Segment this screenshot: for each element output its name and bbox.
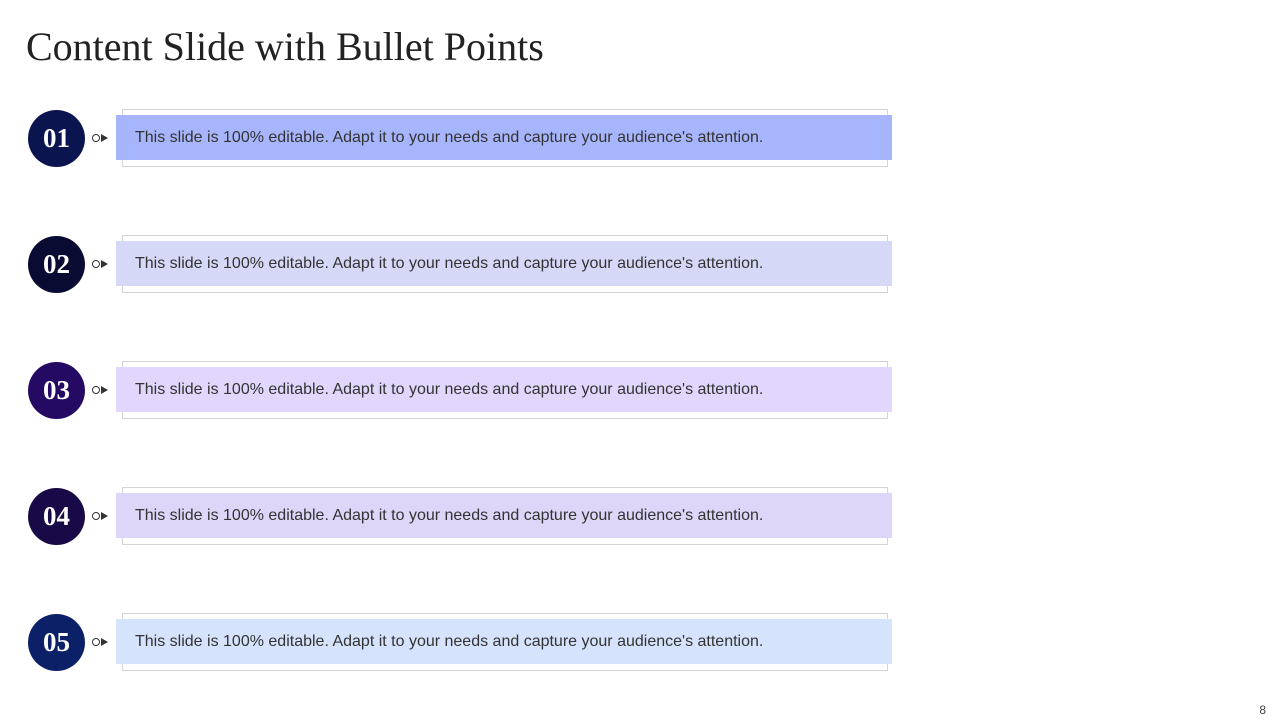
bullet-text-bar [116,241,892,286]
bullet-item-3 [0,361,900,421]
bullet-item-1 [0,109,900,169]
bullet-text: This slide is 100% editable. Adapt it to your needs and capture your audience's attention. [135,381,764,398]
bullet-text-bar [116,619,892,664]
number-badge: 02 [28,236,85,293]
number-badge: 03 [28,362,85,419]
dot-arrow-icon [92,133,110,143]
bullet-text: This slide is 100% editable. Adapt it to your needs and capture your audience's attention. [135,129,764,146]
bullet-item-5 [0,613,900,673]
slide-title: Content Slide with Bullet Points [26,24,544,69]
number-badge: 04 [28,488,85,545]
bullet-text-bar [116,115,892,160]
bullet-item-4 [0,487,900,547]
bullet-text-bar [116,367,892,412]
page-number: 8 [1259,703,1266,717]
bullet-text-bar [116,493,892,538]
bullet-text: This slide is 100% editable. Adapt it to your needs and capture your audience's attention. [135,633,764,650]
bullet-item-2 [0,235,900,295]
dot-arrow-icon [92,385,110,395]
number-badge: 01 [28,110,85,167]
bullet-text: This slide is 100% editable. Adapt it to your needs and capture your audience's attention. [135,507,764,524]
number-badge: 05 [28,614,85,671]
dot-arrow-icon [92,511,110,521]
bullet-text: This slide is 100% editable. Adapt it to your needs and capture your audience's attention. [135,255,764,272]
dot-arrow-icon [92,637,110,647]
dot-arrow-icon [92,259,110,269]
